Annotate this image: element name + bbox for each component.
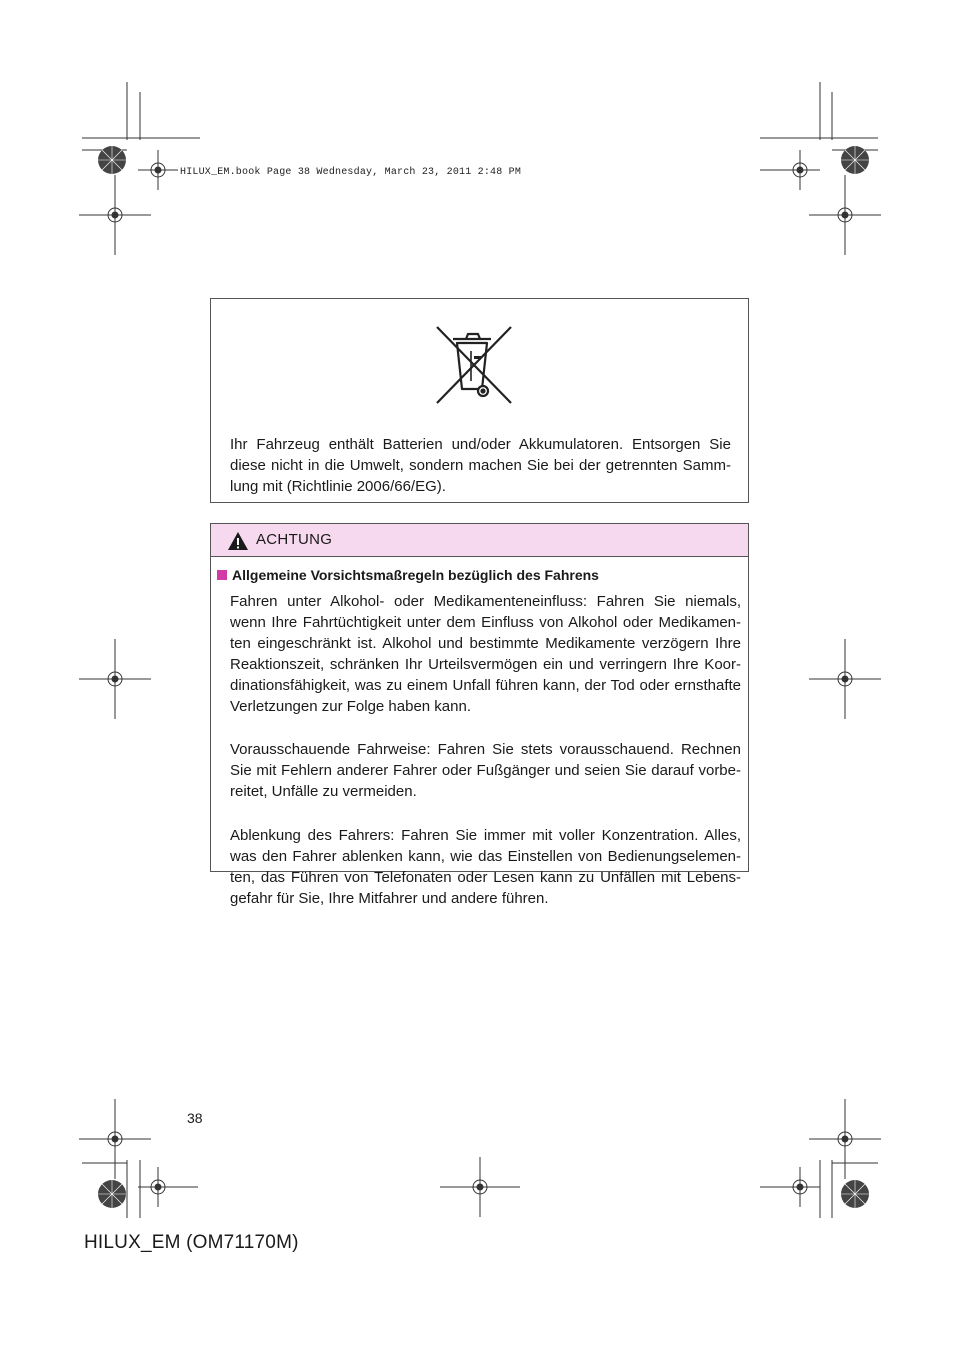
- paragraph-distraction: Ablenkung des Fahrers: Fahren Sie immer mit voller Konzentration. Alles, was den Fahrer ablenken kann, wie das Einstellen von Bedienungselemen-ten, das Führen von Telefonaten oder Lesen kann zu Unfällen mit Lebens-gefahr für Sie, Ihre Mitfahrer und andere führen.: [230, 827, 741, 907]
- warning-title: ACHTUNG: [256, 531, 333, 548]
- square-bullet-icon: [217, 570, 227, 580]
- warning-triangle-icon: [227, 531, 249, 551]
- subheading-text: Allgemeine Vorsichtsmaßregeln bezüglich des Fahrens: [232, 567, 599, 583]
- paragraph-alcohol: Fahren unter Alkohol- oder Medikamenteneinfluss: Fahren Sie niemals, wenn Ihre Fahrtüchtigkeit unter dem Einfluss von Alkohol oder Medikamen-ten eingeschränkt ist. Alkohol und bestimmte Medikamente verzögern Ihre Reaktionszeit, schränken Ihr Urteilsvermögen ein und verringern Ihre Koor-dinationsfähigkeit, was zu einem Unfall führen kann, der Tod oder ernsthafte Verletzungen zur Folge haben kann.: [230, 593, 741, 715]
- warning-header: [211, 524, 748, 557]
- warning-box: [210, 523, 749, 907]
- warning-subheading: [217, 567, 599, 583]
- battery-disposal-notice: [210, 298, 749, 503]
- page-number: 38: [187, 1110, 203, 1126]
- crossed-out-wheelie-bin-icon: [433, 323, 515, 405]
- paragraph-anticipation: Vorausschauende Fahrweise: Fahren Sie stets vorausschauend. Rechnen Sie mit Fehlern anderer Fahrer oder Fußgänger und seien Sie darauf vorbe-reitet, Unfälle zu vermeiden.: [230, 741, 741, 800]
- book-header-stamp: HILUX_EM.book Page 38 Wednesday, March 23, 2011 2:48 PM: [180, 167, 522, 178]
- disposal-text: Ihr Fahrzeug enthält Batterien und/oder Akkumulatoren. Entsorgen Sie diese nicht in die Umwelt, sondern machen Sie bei der getrennten Samm-lung mit (Richtlinie 2006/66/EG).: [230, 436, 731, 495]
- document-id: HILUX_EM (OM71170M): [84, 1232, 299, 1253]
